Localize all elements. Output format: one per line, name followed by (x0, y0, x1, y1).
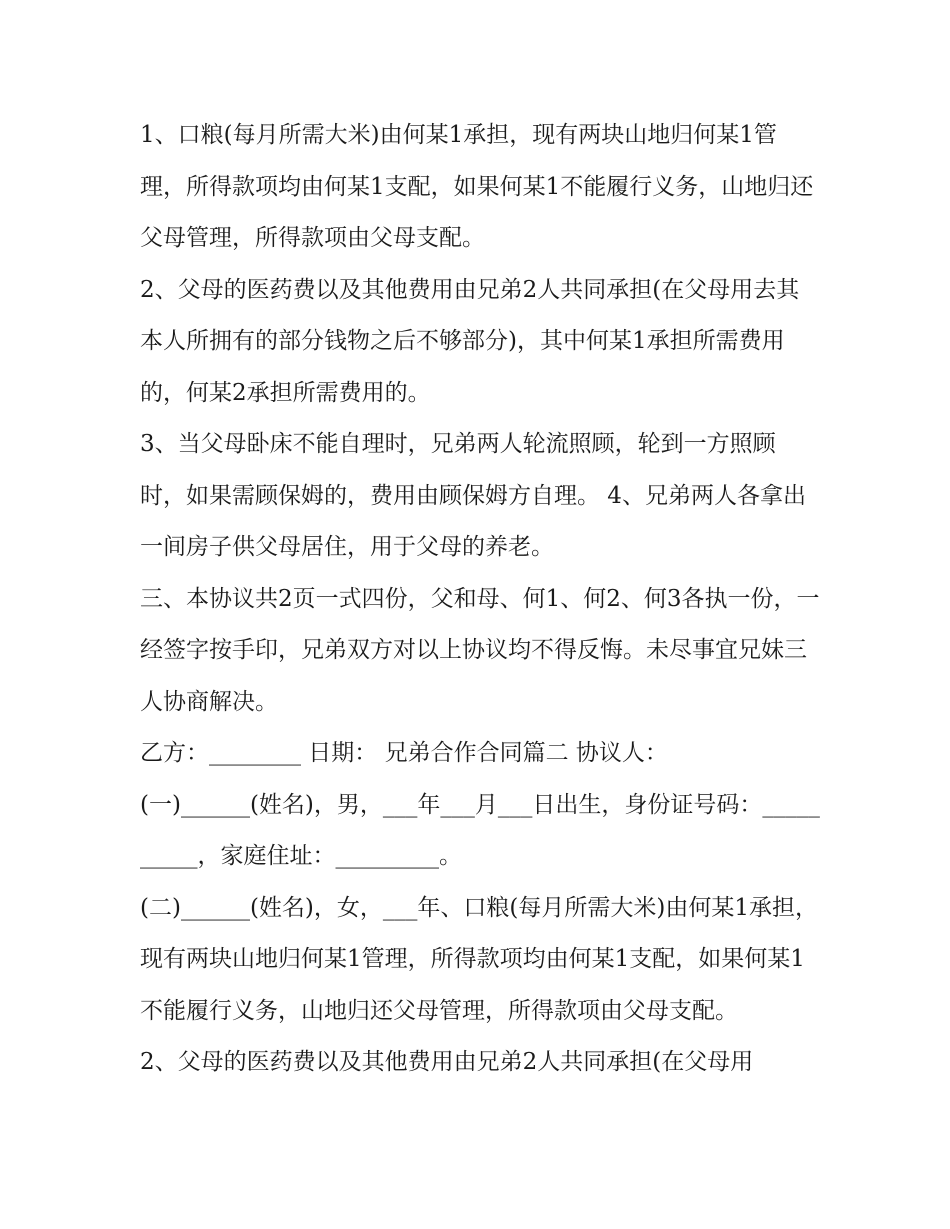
document-body (140, 110, 820, 1089)
paragraph-clause-2-repeat: 2、父母的医药费以及其他费用由兄弟2人共同承担(在父母用 (140, 1049, 754, 1075)
paragraph-party-1-info: (一)______(姓名)，男，___年___月___日出生，身份证号码：__________，家庭住址：_________。 (140, 791, 820, 869)
paragraph-clause-2-medical: 2、父母的医药费以及其他费用由兄弟2人共同承担(在父母用去其本人所拥有的部分钱物之后不够部分)，其中何某1承担所需费用的，何某2承担所需费用的。 (140, 276, 800, 406)
paragraph-clause-1-rice: 1、口粮(每月所需大米)由何某1承担，现有两块山地归何某1管理，所得款项均由何某1支配，如果何某1不能履行义务，山地归还父母管理，所得款项由父母支配。 (140, 122, 814, 251)
paragraph-section-3-copies: 三、本协议共2页一式四份，父和母、何1、何2、何3各执一份，一经签字按手印，兄弟双方对以上协议均不得反悔。未尽事宜兄妹三人协商解决。 (140, 585, 820, 715)
paragraph-clause-3-care: 3、当父母卧床不能自理时，兄弟两人轮流照顾，轮到一方照顾时，如果需顾保姆的，费用由顾保姆方自理。 4、兄弟两人各拿出一间房子供父母居住，用于父母的养老。 (140, 431, 806, 560)
paragraph-party-2-info: (二)______(姓名)，女，___年、口粮(每月所需大米)由何某1承担，现有两块山地归何某1管理，所得款项均由何某1支配，如果何某1不能履行义务，山地归还父母管理，所得款项由父母支配。 (140, 894, 818, 1024)
paragraph-party-b-date: 乙方：________ 日期： 兄弟合作合同篇二 协议人： (140, 740, 668, 766)
